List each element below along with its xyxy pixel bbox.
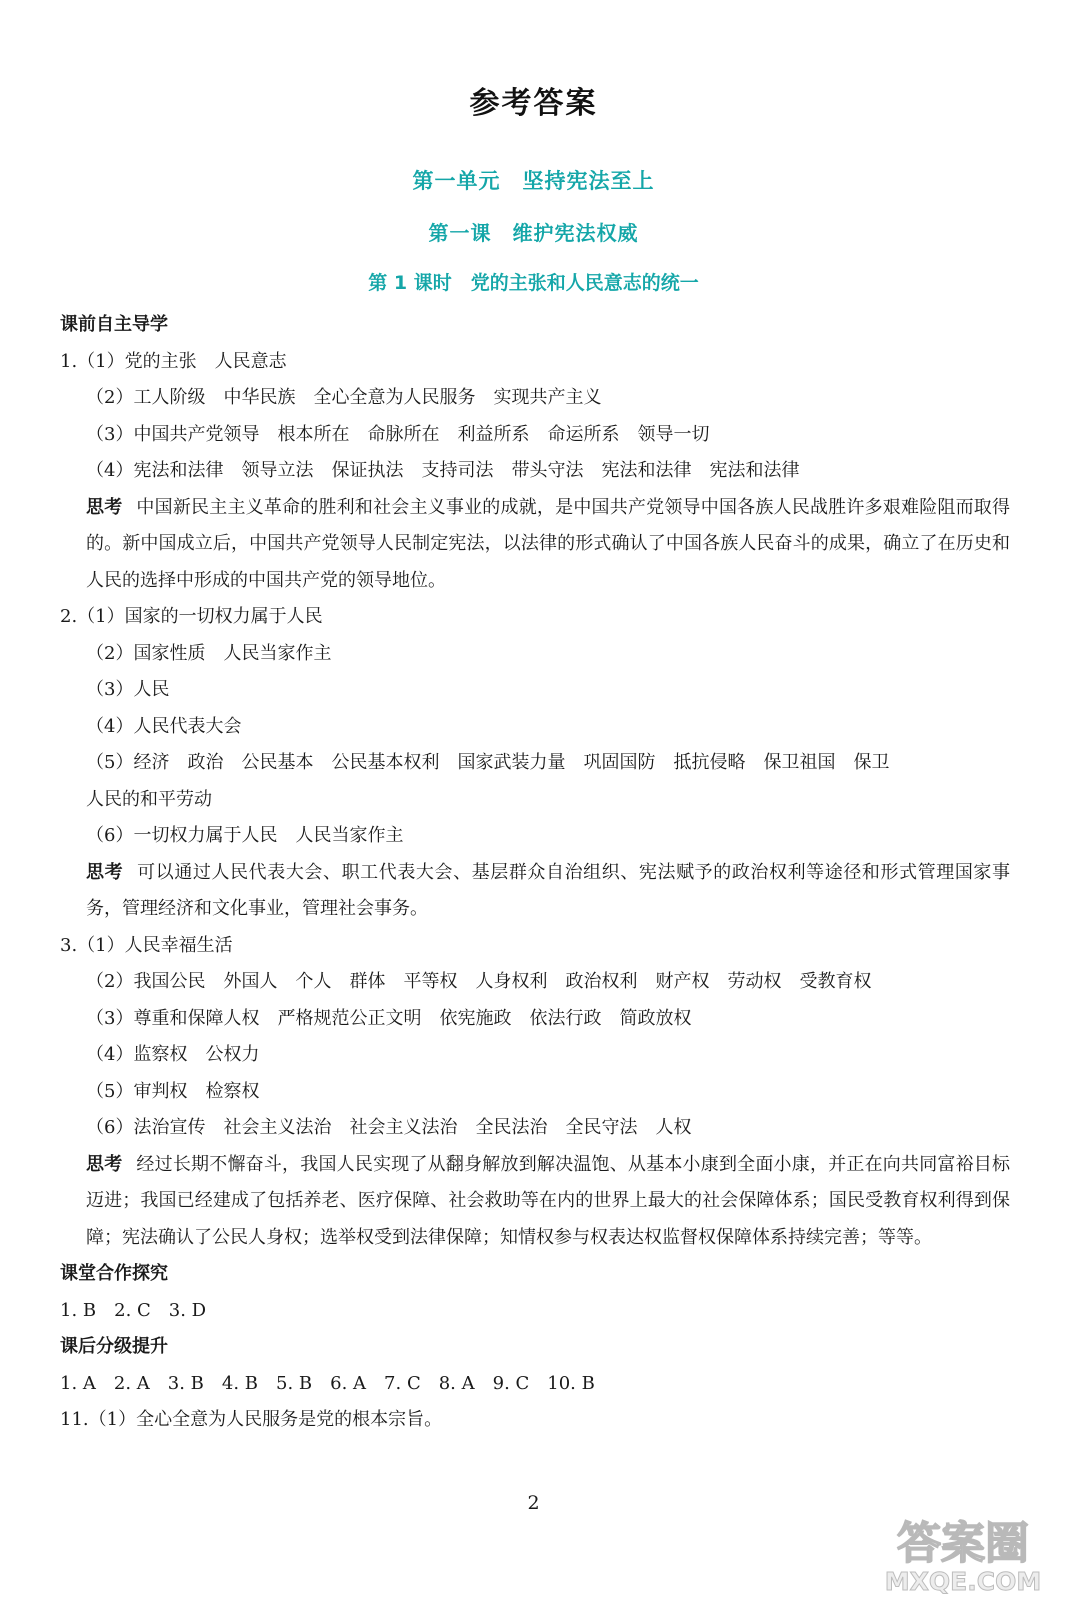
answer-content [60, 307, 1010, 1439]
answer-line: 人民的和平劳动 [86, 788, 212, 810]
answer-line: （3）人民 [86, 679, 170, 700]
period-heading: 第 1 课时 党的主张和人民意志的统一 [368, 272, 699, 294]
answer-line: （2）工人阶级 中华民族 全心全意为人民服务 实现共产主义 [86, 387, 602, 408]
answer-line: （4）监察权 公权力 [86, 1044, 260, 1065]
answer-line: （6）法治宣传 社会主义法治 社会主义法治 全民法治 全民守法 人权 [86, 1117, 692, 1138]
section-post-class: 课后分级提升 [60, 1336, 168, 1357]
answer-line: 2.（1）国家的一切权力属于人民 [60, 606, 323, 627]
think-text: 可以通过人民代表大会、职工代表大会、基层群众自治组织、宪法赋予的政治权利等途径和形式管理国家事务，管理经济和文化事业，管理社会事务。 [86, 861, 1011, 919]
answer-line: （2）国家性质 人民当家作主 [86, 642, 332, 664]
lesson-heading: 第一课 维护宪法权威 [428, 221, 639, 245]
answer-line: 3.（1）人民幸福生活 [60, 934, 233, 956]
think-label: 思考 [86, 1153, 123, 1175]
think-text: 经过长期不懈奋斗，我国人民实现了从翻身解放到解决温饱、从基本小康到全面小康，并正在向共同富裕目标迈进；我国已经建成了包括养老、医疗保障、社会救助等在内的世界上最大的社会保障体系；国民受教育权利得到保障；宪法确认了公民人身权；选举权受到法律保障；知情权参与权表达权监督权保障体系持续完善；等等。 [86, 1153, 1011, 1248]
answer-line: （3）尊重和保障人权 严格规范公正文明 依宪施政 依法行政 简政放权 [86, 1007, 692, 1029]
think-text: 中国新民主主义革命的胜利和社会主义事业的成就，是中国共产党领导中国各族人民战胜许多艰难险阻而取得的。新中国成立后，中国共产党领导人民制定宪法，以法律的形式确认了中国各族人民奋斗的成果，确立了在历史和人民的选择中形成的中国共产党的领导地位。 [86, 496, 1011, 591]
watermark-logo-icon [868, 1508, 1058, 1596]
page-number: 2 [527, 1492, 540, 1514]
watermark-top-text: 答案圈 [897, 1518, 1029, 1569]
answer-line: （2）我国公民 外国人 个人 群体 平等权 人身权利 政治权利 财产权 劳动权 受教育权 [86, 971, 872, 992]
answer-line: 11.（1）全心全意为人民服务是党的根本宗旨。 [60, 1409, 443, 1430]
answer-line: （4）人民代表大会 [86, 715, 242, 737]
think-paragraph [60, 1147, 1010, 1257]
watermark-bottom-text: MXQE.COM [884, 1567, 1042, 1596]
think-paragraph [60, 855, 1010, 928]
answer-line: （6）一切权力属于人民 人民当家作主 [86, 825, 404, 846]
think-label: 思考 [86, 861, 124, 883]
section-class-explore: 课堂合作探究 [60, 1263, 168, 1284]
section-pre-study: 课前自主导学 [60, 314, 168, 335]
answer-line: （4）宪法和法律 领导立法 保证执法 支持司法 带头守法 宪法和法律 宪法和法律 [86, 460, 800, 481]
page-title: 参考答案 [469, 86, 598, 121]
think-label: 思考 [86, 496, 123, 518]
answer-line: （5）审判权 检察权 [86, 1080, 260, 1102]
answer-line: 1.（1）党的主张 人民意志 [60, 350, 287, 372]
unit-heading: 第一单元 坚持宪法至上 [412, 169, 655, 193]
think-paragraph [60, 490, 1010, 600]
answer-line: 1. A 2. A 3. B 4. B 5. B 6. A 7. C 8. A 9. C 10. B [60, 1372, 595, 1394]
answer-line: （3）中国共产党领导 根本所在 命脉所在 利益所系 命运所系 领导一切 [86, 423, 710, 445]
answer-line: 1. B 2. C 3. D [60, 1299, 207, 1321]
answer-line: （5）经济 政治 公民基本 公民基本权利 国家武装力量 巩固国防 抵抗侵略 保卫祖国 保卫 [86, 752, 890, 773]
